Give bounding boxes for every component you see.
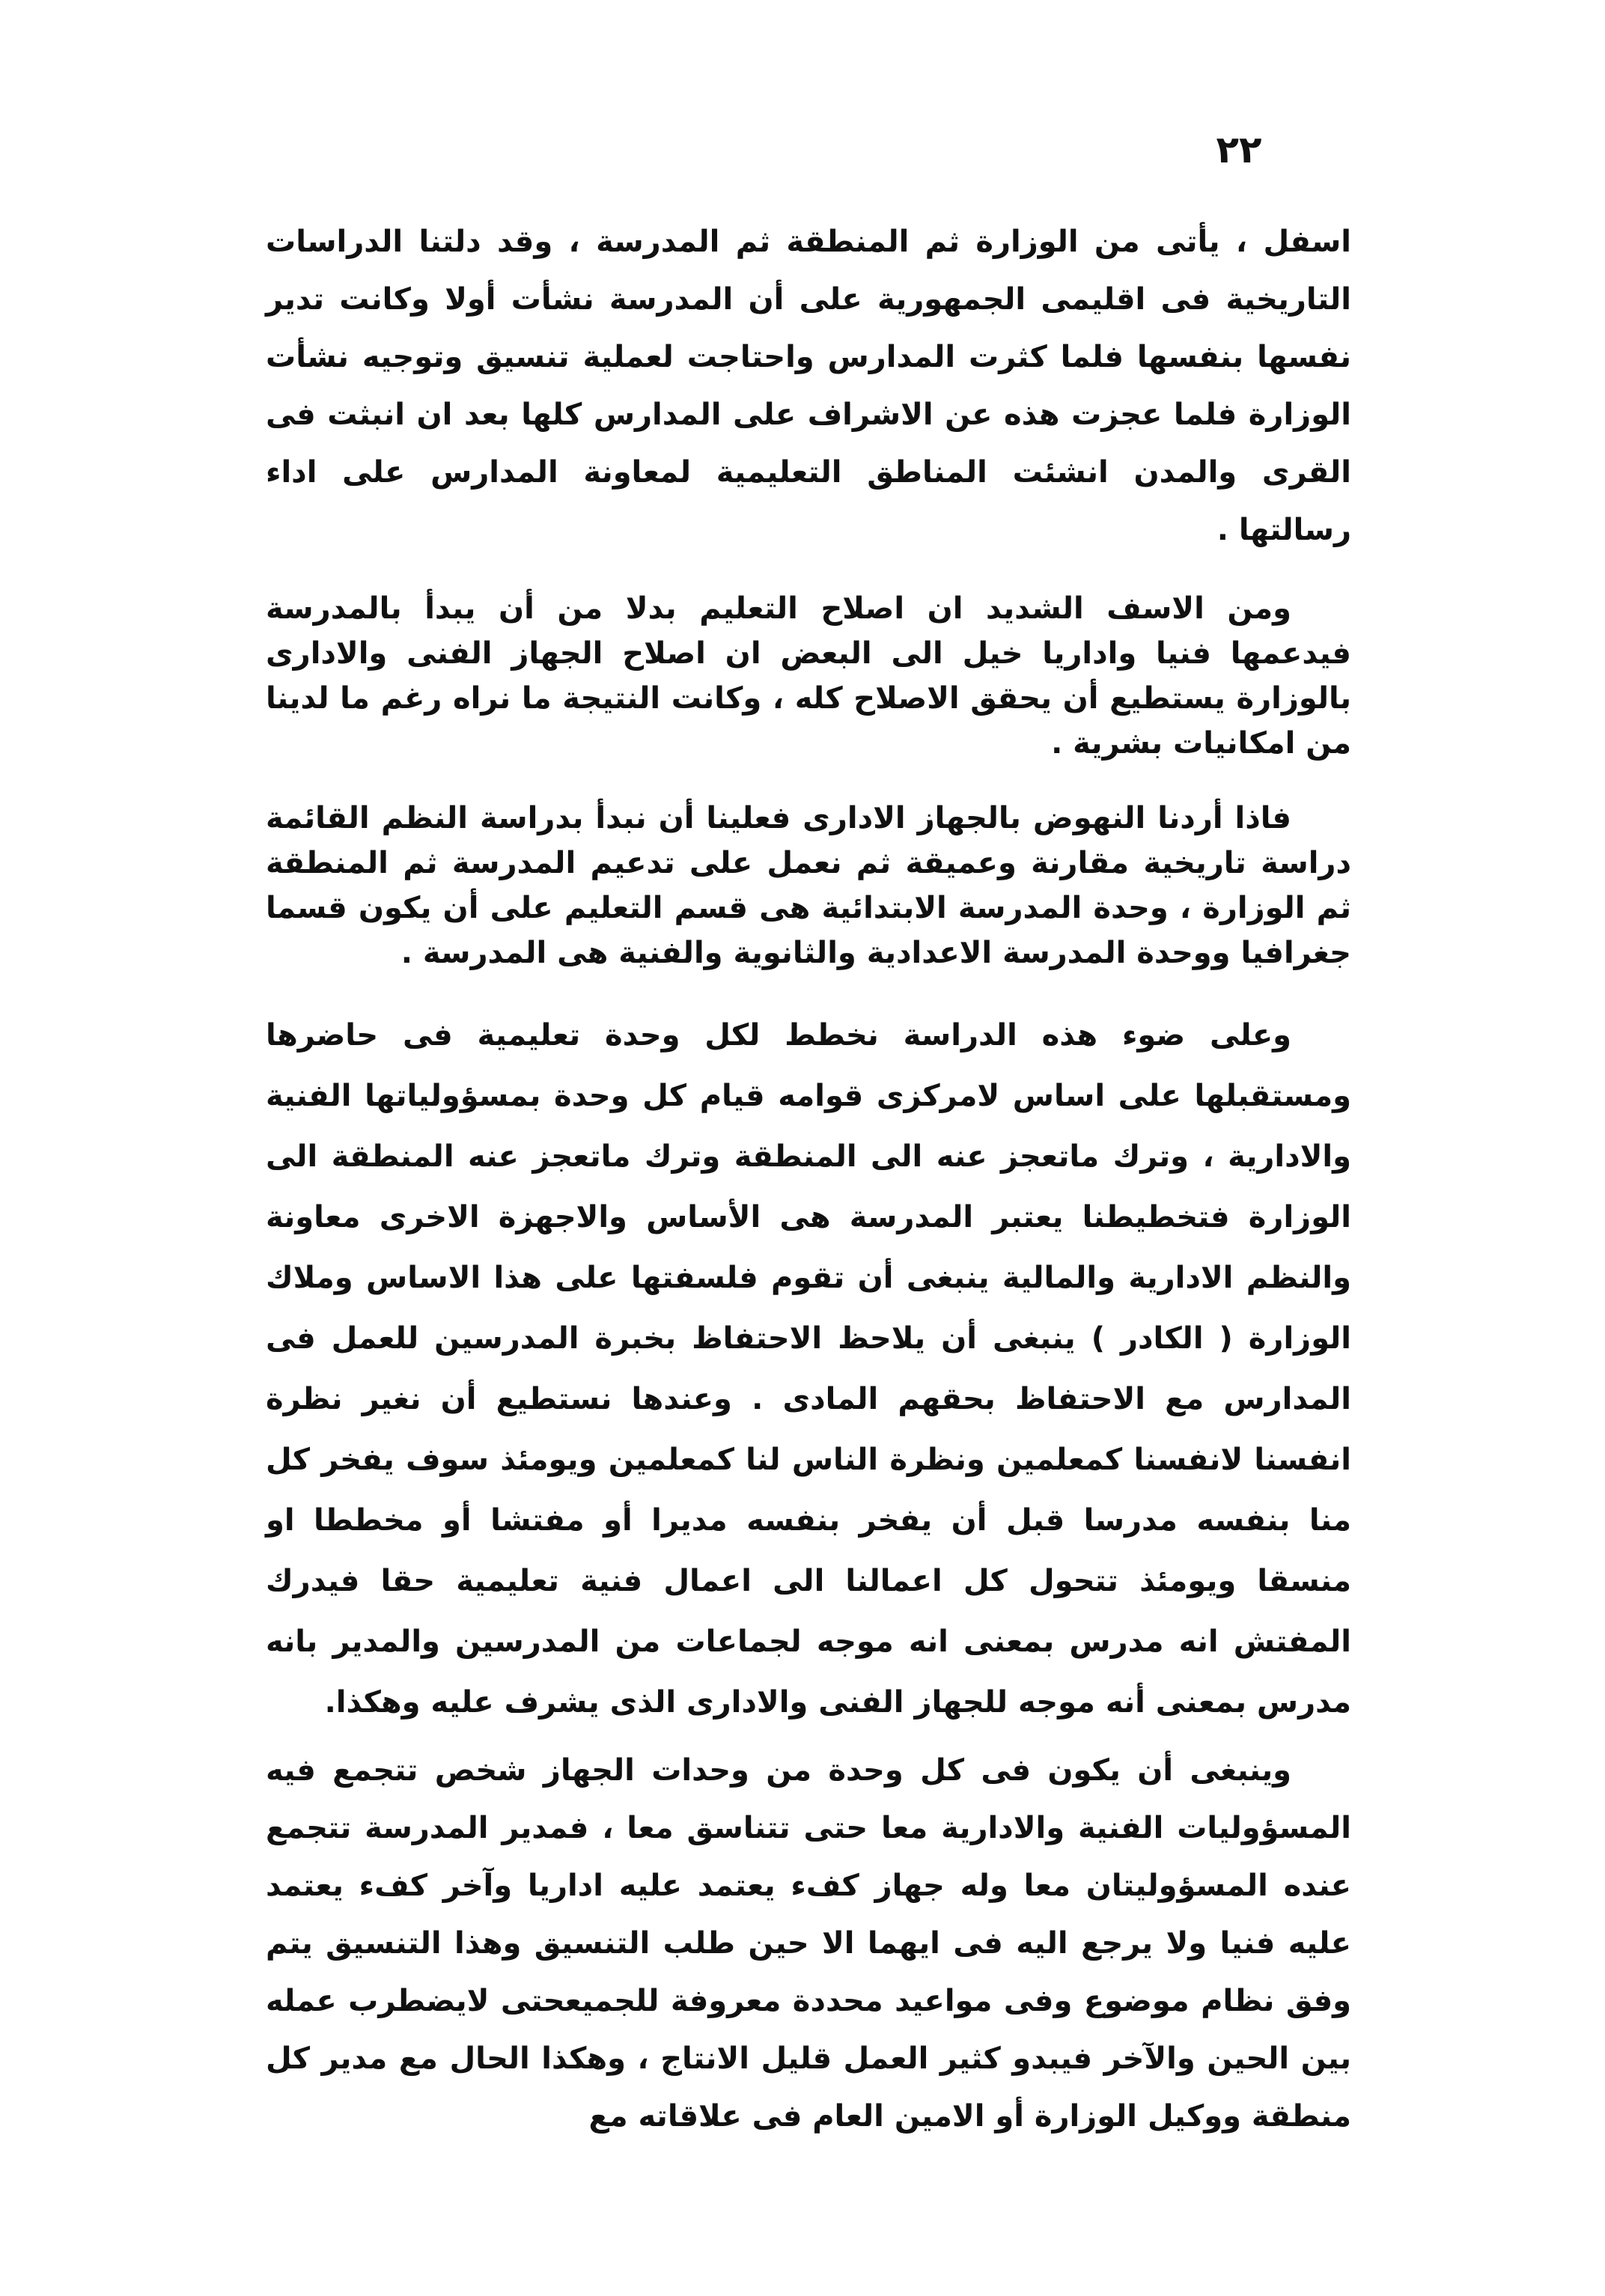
body-text (266, 213, 1351, 2146)
paragraph-1: اسفل ، يأتى من الوزارة ثم المنطقة ثم المدرسة ، وقد دلتنا الدراسات التاريخية فى اقليمى الجمهورية على أن المدرسة نشأت أولا وكانت تدير نفسها بنفسها فلما كثرت المدارس واحتاجت لعملية تنسيق وتوجيه نشأت الوزارة فلما عجزت هذه عن الاشراف على المدارس كلها بعد ان انبثت فى القرى والمدن انشئت المناطق التعليمية لمعاونة المدارس على اداء رسالتها . (266, 225, 1351, 547)
paragraph-3: فاذا أردنا النهوض بالجهاز الادارى فعلينا أن نبدأ بدراسة النظم القائمة دراسة تاريخية مقارنة وعميقة ثم نعمل على تدعيم المدرسة ثم المنطقة ثم الوزارة ، وحدة المدرسة الابتدائية هى قسم التعليم على أن يكون قسما جغرافيا ووحدة المدرسة الاعدادية والثانوية والفنية هى المدرسة . (266, 801, 1351, 970)
paragraph-4: وعلى ضوء هذه الدراسة نخطط لكل وحدة تعليمية فى حاضرها ومستقبلها على اساس لامركزى قوامه قيام كل وحدة بمسؤولياتها الفنية والادارية ، وترك ماتعجز عنه الى المنطقة وترك ماتعجز عنه المنطقة الى الوزارة فتخطيطنا يعتبر المدرسة هى الأساس والاجهزة الاخرى معاونة والنظم الادارية والمالية ينبغى أن تقوم فلسفتها على هذا الاساس وملاك الوزارة ( الكادر ) ينبغى أن يلاحظ الاحتفاظ بخبرة المدرسين للعمل فى المدارس مع الاحتفاظ بحقهم المادى . وعندها نستطيع أن نغير نظرة انفسنا لانفسنا كمعلمين ونظرة الناس لنا كمعلمين ويومئذ سوف يفخر كل منا بنفسه مدرسا قبل أن يفخر بنفسه مديرا أو مفتشا أو مخططا او منسقا ويومئذ تتحول كل اعمالنا الى اعمال فنية تعليمية حقا فيدرك المفتش انه مدرس بمعنى انه موجه لجماعات من المدرسين والمدير بانه مدرس بمعنى أنه موجه للجهاز الفنى والادارى الذى يشرف عليه وهكذا. (266, 1018, 1351, 1720)
paragraph-2: ومن الاسف الشديد ان اصلاح التعليم بدلا من أن يبدأ بالمدرسة فيدعمها فنيا واداريا خيل الى البعض ان اصلاح الجهاز الفنى والادارى بالوزارة يستطيع أن يحقق الاصلاح كله ، وكانت النتيجة ما نراه رغم ما لدينا من امكانيات بشرية . (266, 591, 1351, 761)
paragraph-5: وينبغى أن يكون فى كل وحدة من وحدات الجهاز شخص تتجمع فيه المسؤوليات الفنية والادارية معا حتى تتناسق معا ، فمدير المدرسة تتجمع عنده المسؤوليتان معا وله جهاز كفء يعتمد عليه اداريا وآخر كفء يعتمد عليه فنيا ولا يرجع اليه فى ايهما الا حين طلب التنسيق وهذا التنسيق يتم وفق نظام موضوع وفى مواعيد محددة معروفة للجميعحتى لايضطرب عمله بين الحين والآخر فيبدو كثير العمل قليل الانتاج ، وهكذا الحال مع مدير كل منطقة ووكيل الوزارة أو الامين العام فى علاقاته مع (266, 1753, 1351, 2134)
page-number: ٢٢ (1216, 128, 1262, 171)
